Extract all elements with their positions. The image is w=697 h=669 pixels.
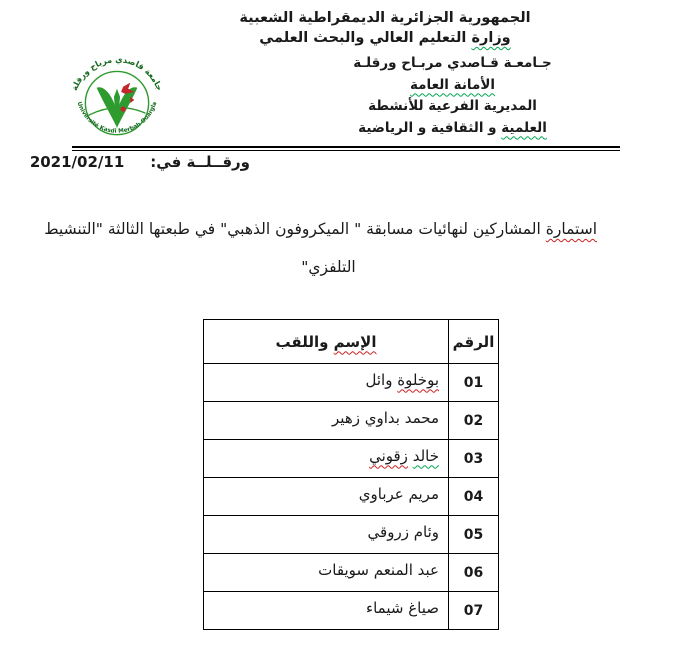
document-title	[44, 210, 597, 286]
government-header	[75, 8, 695, 48]
row-name: مريم عرباوي	[204, 478, 449, 516]
table-row	[204, 554, 499, 592]
misspelled-word: بوخلوة	[397, 370, 439, 389]
org-general-secretariat	[295, 75, 610, 97]
misspelled-word: خالد	[412, 446, 439, 465]
svg-text:جامعة قاصدي مرباح ورقلة	[69, 54, 165, 92]
misspelled-word: العلمية	[501, 119, 547, 136]
row-name	[204, 440, 449, 478]
org-activities-line: العلمية و الثقافية و الرياضية	[358, 119, 547, 136]
row-name: صياغ شيماء	[204, 592, 449, 630]
misspelled-word: زقوني	[369, 446, 408, 465]
row-number: 07	[449, 592, 499, 630]
roster-table	[203, 319, 499, 630]
roster-table-body	[204, 364, 499, 630]
table-header-row	[204, 320, 499, 364]
org-block	[295, 53, 610, 139]
table-header-number: الرقم	[449, 320, 499, 364]
row-number: 04	[449, 478, 499, 516]
table-header-name: الإسم واللقب	[204, 320, 449, 364]
logo-red-rose	[120, 107, 125, 112]
logo-latin-arc-text: Université Kasdi Merbah Ouargla	[75, 101, 159, 135]
misspelled-word: استمارة	[545, 220, 597, 238]
header-line-republic: الجمهورية الجزائرية الديمقراطية الشعبية	[239, 10, 531, 26]
row-number: 02	[449, 402, 499, 440]
misspelled-word: الإسم	[333, 332, 377, 351]
title-line-1: استمارة المشاركين لنهائيات مسابقة " الميكروفون الذهبي" في طبعتها الثالثة "التنشيط	[44, 220, 597, 238]
org-sub-directorate: المديرية الفرعية للأنشطة	[368, 98, 537, 114]
header-line-ministry: وزارة التعليم العالي والبحث العلمي	[259, 30, 511, 46]
misspelled-word: الأمانة العامة	[410, 76, 495, 93]
misspelled-word: وزارة	[471, 30, 511, 46]
title-line-2: التلفزي"	[301, 258, 356, 276]
date-value: 2021/02/11	[29, 153, 125, 171]
date-line	[29, 153, 250, 171]
table-row	[204, 364, 499, 402]
date-label: ورقــلــة في:	[150, 153, 250, 171]
table-row	[204, 402, 499, 440]
row-name: عبد المنعم سويقات	[204, 554, 449, 592]
table-row	[204, 592, 499, 630]
org-university-name: جـامعـة قـاصدي مربـاح ورقلـة	[353, 55, 552, 71]
row-name: بوخلوة وائل	[204, 364, 449, 402]
table-row	[204, 440, 499, 478]
row-name: وئام زروقي	[204, 516, 449, 554]
university-logo-emblem	[66, 50, 168, 152]
row-number: 06	[449, 554, 499, 592]
university-logo	[66, 50, 168, 152]
row-number: 05	[449, 516, 499, 554]
table-row	[204, 516, 499, 554]
row-number: 03	[449, 440, 499, 478]
row-name: محمد بداوي زهير	[204, 402, 449, 440]
row-number: 01	[449, 364, 499, 402]
table-row	[204, 478, 499, 516]
header-separator-line	[72, 146, 620, 151]
logo-arabic-arc-text: جامعة قاصدي مرباح ورقلة	[68, 54, 166, 92]
